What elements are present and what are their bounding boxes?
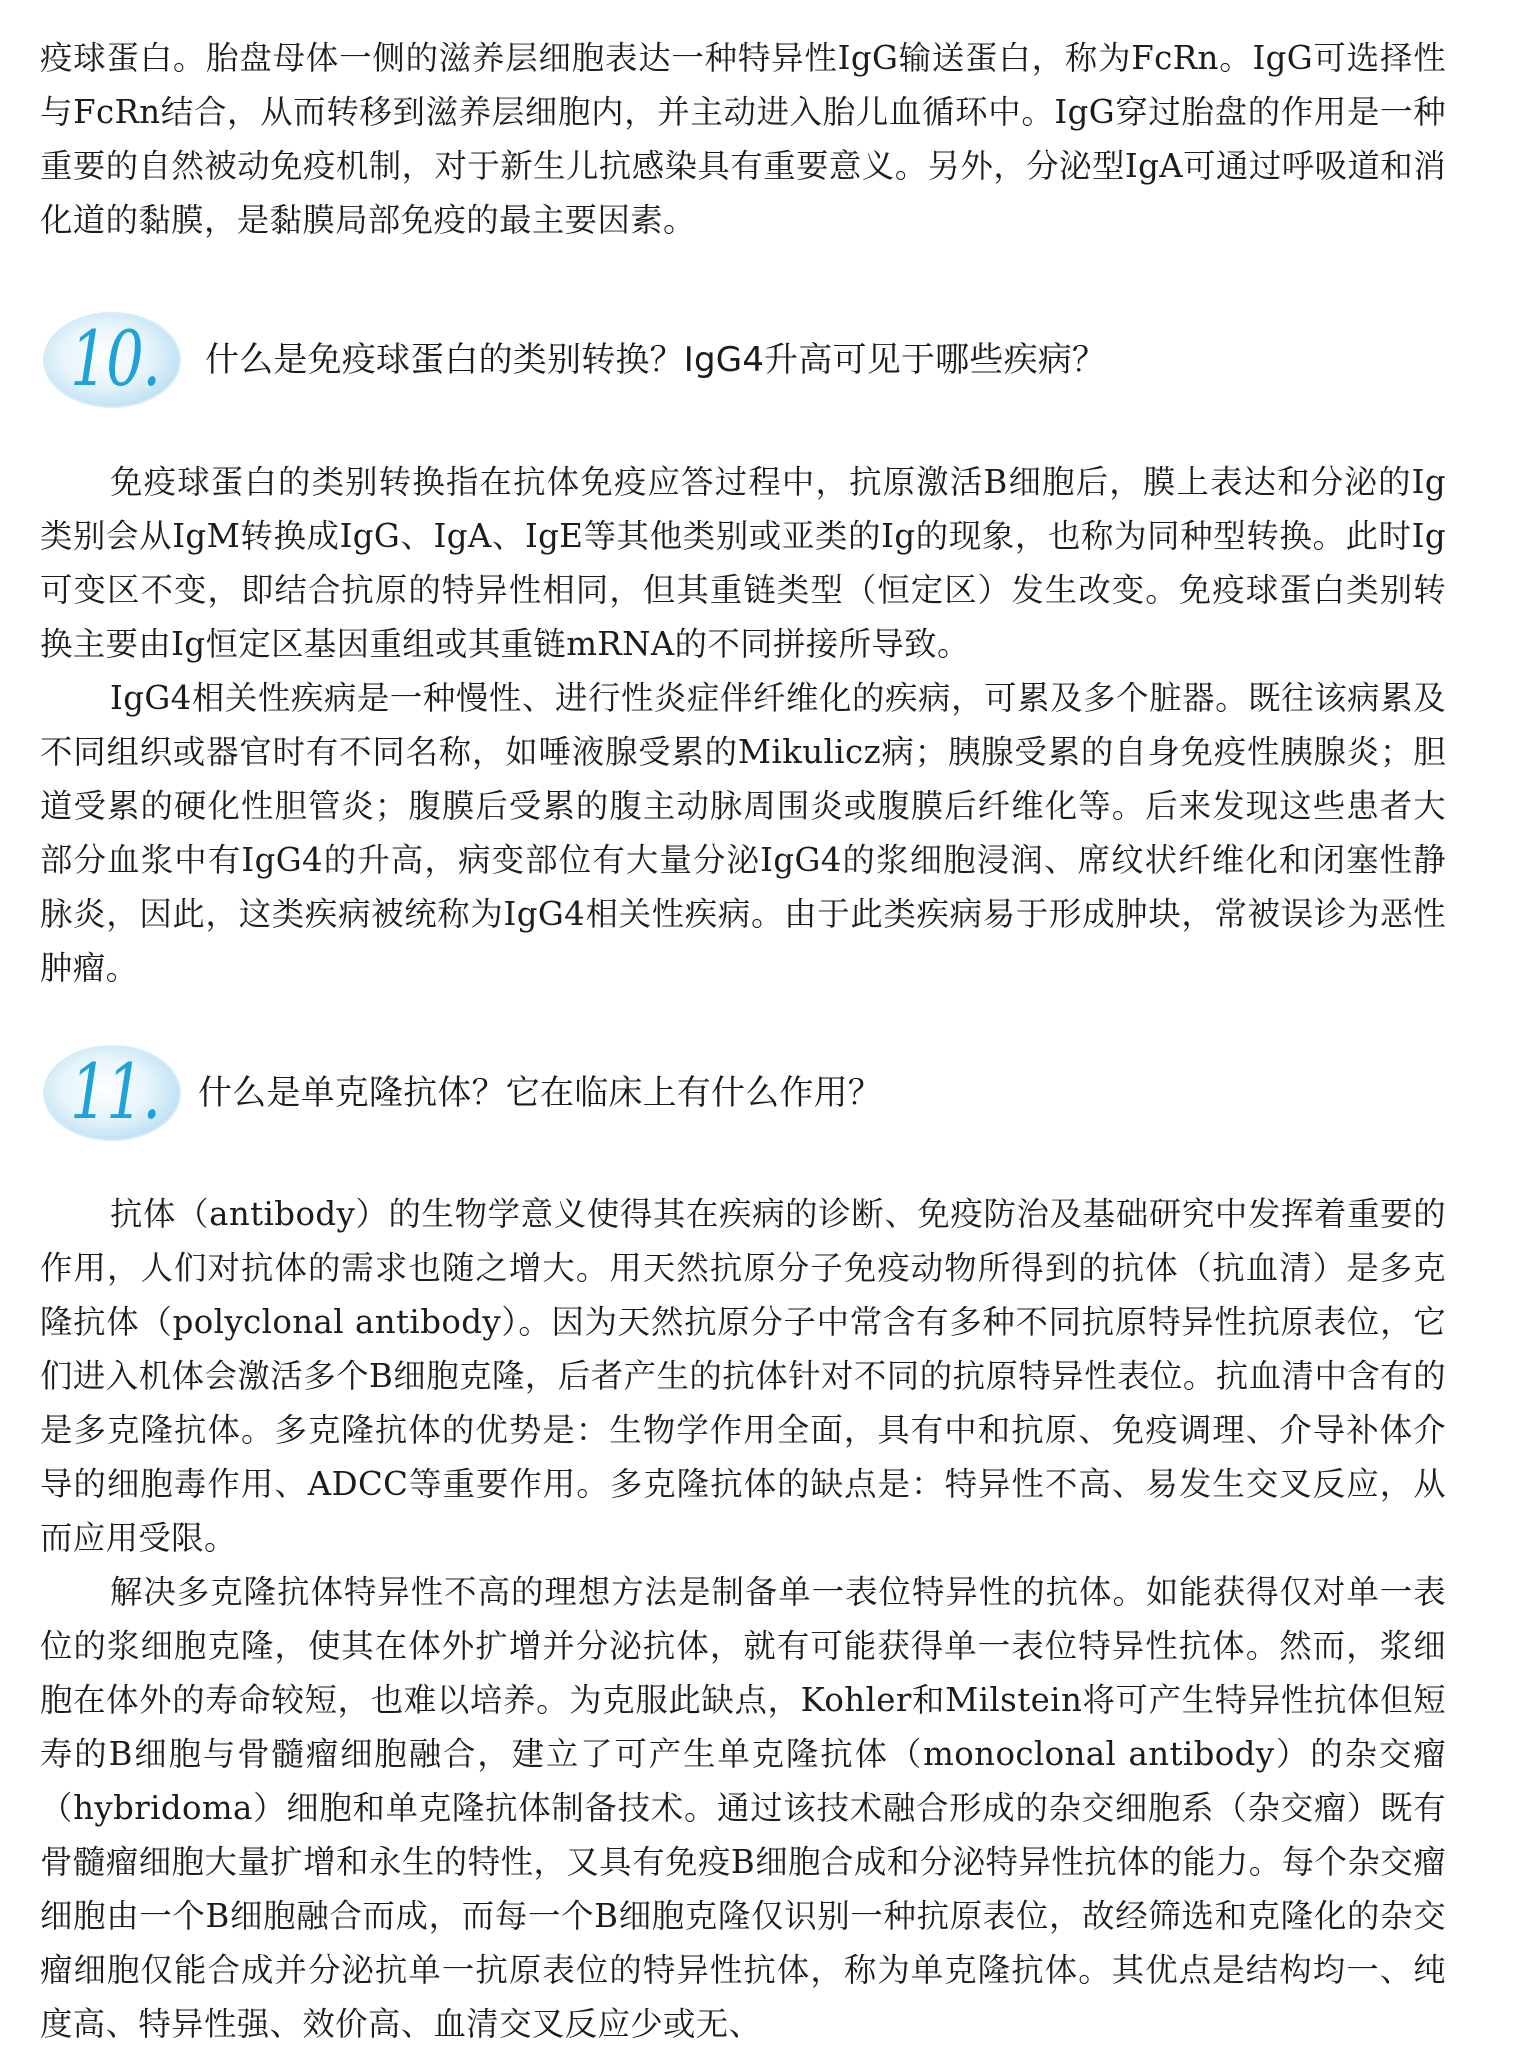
section-number: 11. [70, 1047, 160, 1136]
section-10-body [40, 455, 1446, 995]
section-10-heading [40, 305, 1446, 415]
section-title: 什么是免疫球蛋白的类别转换？IgG4升高可见于哪些疾病？ [205, 340, 1107, 380]
body-paragraph: 免疫球蛋白的类别转换指在抗体免疫应答过程中，抗原激活B细胞后，膜上表达和分泌的Ig类别会从IgM转换成IgG、IgA、IgE等其他类别或亚类的Ig的现象，也称为同种型转换。此时Ig可变区不变，即结合抗原的特异性相同，但其重链类型（恒定区）发生改变。免疫球蛋白类别转换主要由Ig恒定区基因重组或其重链mRNA的不同拼接所导致。 [40, 463, 1446, 663]
continuation-paragraph: 疫球蛋白。胎盘母体一侧的滋养层细胞表达一种特异性IgG输送蛋白，称为FcRn。IgG可选择性与FcRn结合，从而转移到滋养层细胞内，并主动进入胎儿血循环中。IgG穿过胎盘的作用是一种重要的自然被动免疫机制，对于新生儿抗感染具有重要意义。另外，分泌型IgA可通过呼吸道和消化道的黏膜，是黏膜局部免疫的最主要因素。 [40, 39, 1446, 239]
section-title: 什么是单克隆抗体？它在临床上有什么作用？ [198, 1073, 882, 1113]
section-number: 10. [70, 314, 160, 403]
section-11-heading [40, 1038, 1446, 1148]
body-paragraph: 解决多克隆抗体特异性不高的理想方法是制备单一表位特异性的抗体。如能获得仅对单一表位的浆细胞克隆，使其在体外扩增并分泌抗体，就有可能获得单一表位特异性抗体。然而，浆细胞在体外的寿命较短，也难以培养。为克服此缺点，Kohler和Milstein将可产生特异性抗体但短寿的B细胞与骨髓瘤细胞融合，建立了可产生单克隆抗体（monoclonal antibody）的杂交瘤（hybridoma）细胞和单克隆抗体制备技术。通过该技术融合形成的杂交细胞系（杂交瘤）既有骨髓瘤细胞大量扩增和永生的特性，又具有免疫B细胞合成和分泌特异性抗体的能力。每个杂交瘤细胞由一个B细胞融合而成，而每一个B细胞克隆仅识别一种抗原表位，故经筛选和克隆化的杂交瘤细胞仅能合成并分泌抗单一抗原表位的特异性抗体，称为单克隆抗体。其优点是结构均一、纯度高、特异性强、效价高、血清交叉反应少或无、 [40, 1573, 1446, 2043]
section-11-body [40, 1187, 1446, 2051]
body-paragraph: IgG4相关性疾病是一种慢性、进行性炎症伴纤维化的疾病，可累及多个脏器。既往该病累及不同组织或器官时有不同名称，如唾液腺受累的Mikulicz病；胰腺受累的自身免疫性胰腺炎；胆道受累的硬化性胆管炎；腹膜后受累的腹主动脉周围炎或腹膜后纤维化等。后来发现这些患者大部分血浆中有IgG4的升高，病变部位有大量分泌IgG4的浆细胞浸润、席纹状纤维化和闭塞性静脉炎，因此，这类疾病被统称为IgG4相关性疾病。由于此类疾病易于形成肿块，常被误诊为恶性肿瘤。 [40, 679, 1446, 987]
body-paragraph: 抗体（antibody）的生物学意义使得其在疾病的诊断、免疫防治及基础研究中发挥着重要的作用，人们对抗体的需求也随之增大。用天然抗原分子免疫动物所得到的抗体（抗血清）是多克隆抗体（polyclonal antibody）。因为天然抗原分子中常含有多种不同抗原特异性抗原表位，它们进入机体会激活多个B细胞克隆，后者产生的抗体针对不同的抗原特异性表位。抗血清中含有的是多克隆抗体。多克隆抗体的优势是：生物学作用全面，具有中和抗原、免疫调理、介导补体介导的细胞毒作用、ADCC等重要作用。多克隆抗体的缺点是：特异性不高、易发生交叉反应，从而应用受限。 [40, 1195, 1446, 1557]
